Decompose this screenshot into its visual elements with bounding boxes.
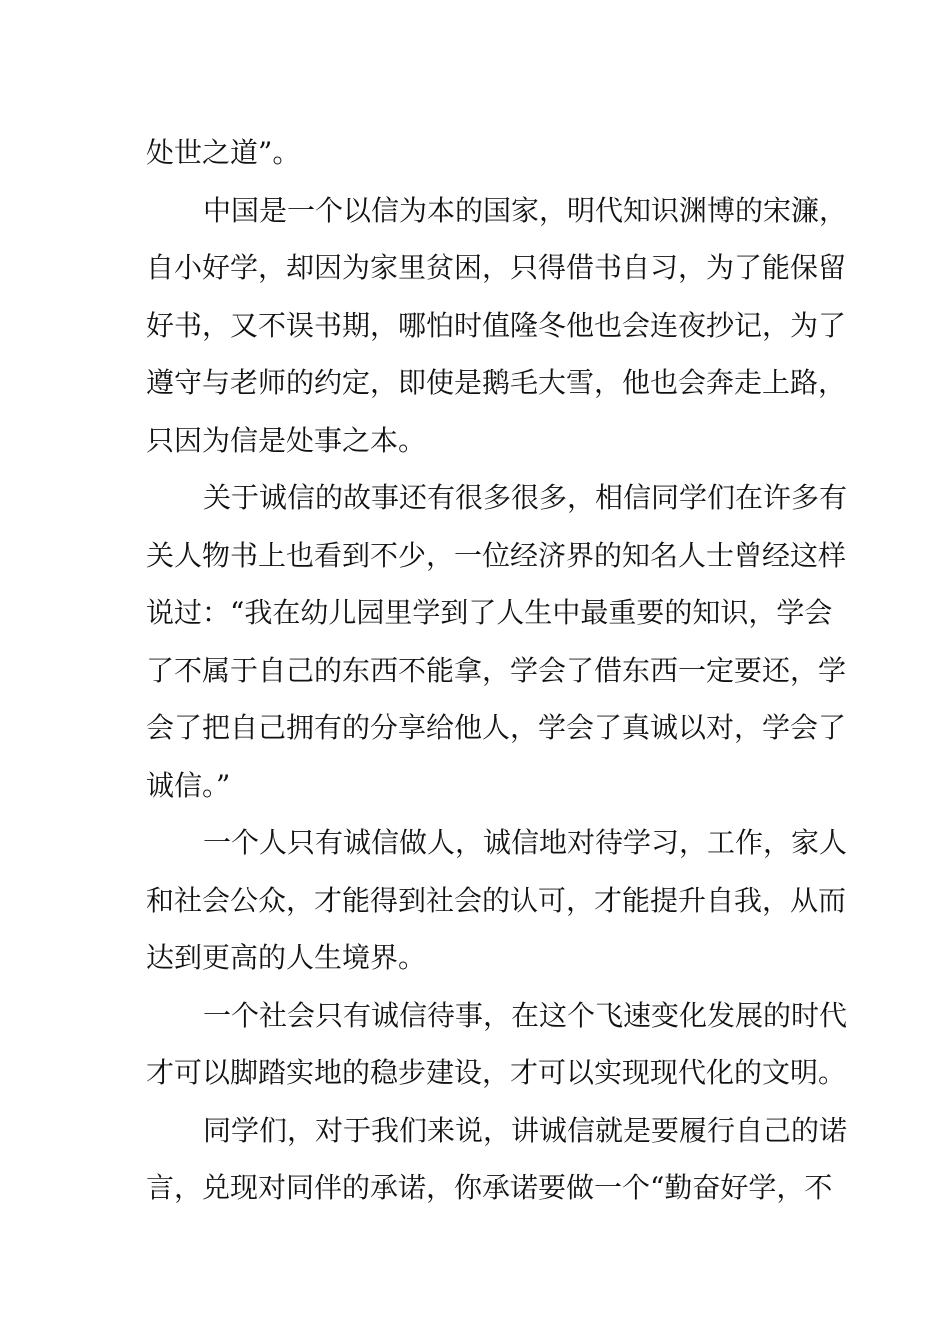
- text-line: [0, 191, 950, 231]
- text-line: [0, 248, 950, 288]
- line-text: 一个人只有诚信做人，诚信地对待学习，工作，家人: [203, 826, 848, 859]
- text-line: [0, 536, 950, 576]
- text-line: [0, 881, 950, 921]
- line-text: 关于诚信的故事还有很多很多，相信同学们在许多有: [203, 481, 848, 514]
- text-line: [0, 766, 950, 806]
- text-line: [0, 363, 950, 403]
- text-line: [0, 133, 950, 173]
- line-text: 达到更高的人生境界。: [146, 941, 427, 974]
- text-line: [0, 478, 950, 518]
- line-text: 一个社会只有诚信待事，在这个飞速变化发展的时代: [203, 999, 848, 1032]
- text-line: [0, 823, 950, 863]
- line-text: 言，兑现对同伴的承诺，你承诺要做一个“勤奋好学，不: [146, 1171, 833, 1204]
- line-text: 好书，又不误书期，哪怕时值隆冬他也会连夜抄记，为了: [146, 309, 847, 342]
- line-text: 关人物书上也看到不少，一位经济界的知名人士曾经这样: [146, 539, 847, 572]
- line-text: 了不属于自己的东西不能拿，学会了借东西一定要还，学: [146, 654, 847, 687]
- line-text: 同学们，对于我们来说，讲诚信就是要履行自己的诺: [203, 1114, 848, 1147]
- line-text: 自小好学，却因为家里贫困，只得借书自习，为了能保留: [146, 251, 847, 284]
- text-line: [0, 1053, 950, 1093]
- line-text: 只因为信是处事之本。: [146, 424, 427, 457]
- text-line: [0, 996, 950, 1036]
- text-line: [0, 306, 950, 346]
- line-text: 诚信。”: [146, 769, 231, 802]
- line-text: 处世之道”。: [146, 136, 301, 169]
- text-line: [0, 938, 950, 978]
- text-line: [0, 1111, 950, 1151]
- line-text: 和社会公众，才能得到社会的认可，才能提升自我，从而: [146, 884, 847, 917]
- line-text: 才可以脚踏实地的稳步建设，才可以实现现代化的文明。: [146, 1056, 847, 1089]
- line-text: 说过：“我在幼儿园里学到了人生中最重要的知识，学会: [146, 596, 833, 629]
- text-line: [0, 421, 950, 461]
- line-text: 会了把自己拥有的分享给他人，学会了真诚以对，学会了: [146, 711, 847, 744]
- text-line: [0, 708, 950, 748]
- line-text: 中国是一个以信为本的国家，明代知识渊博的宋濂，: [203, 194, 848, 227]
- text-line: [0, 651, 950, 691]
- line-text: 遵守与老师的约定，即使是鹅毛大雪，他也会奔走上路，: [146, 366, 847, 399]
- text-line: [0, 1168, 950, 1208]
- text-line: [0, 593, 950, 633]
